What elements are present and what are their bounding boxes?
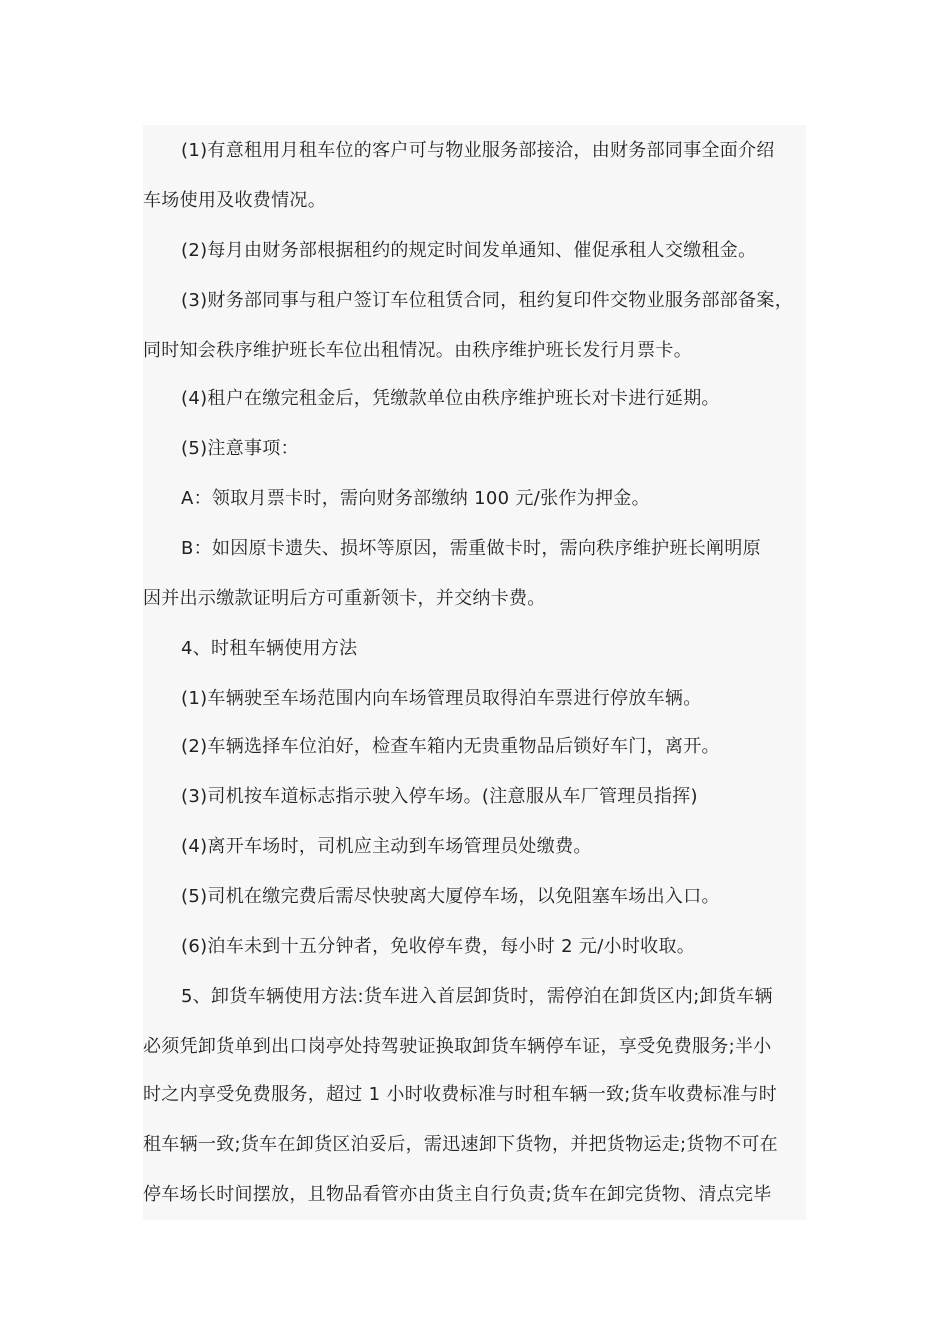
paragraph-line: 车场使用及收费情况。 <box>143 190 326 211</box>
paragraph-line: (6)泊车未到十五分钟者，免收停车费，每小时 2 元/小时收取。 <box>181 936 696 957</box>
paragraph-line: 必须凭卸货单到出口岗亭处持驾驶证换取卸货车辆停车证，享受免费服务;半小 <box>143 1036 772 1057</box>
paragraph-line: B：如因原卡遗失、损坏等原因，需重做卡时，需向秩序维护班长阐明原 <box>181 538 761 559</box>
paragraph-line: (3)财务部同事与租户签订车位租赁合同，租约复印件交物业服务部部备案， <box>181 290 793 311</box>
paragraph-line: 租车辆一致;货车在卸货区泊妥后，需迅速卸下货物，并把货物运走;货物不可在 <box>143 1134 778 1155</box>
paragraph-line: A：领取月票卡时，需向财务部缴纳 100 元/张作为押金。 <box>181 488 650 509</box>
paragraph-line: (5)注意事项： <box>181 438 299 459</box>
paragraph-line: 因并出示缴款证明后方可重新领卡，并交纳卡费。 <box>143 588 546 609</box>
section-heading: 5、卸货车辆使用方法:货车进入首层卸货时，需停泊在卸货区内;卸货车辆 <box>181 986 773 1007</box>
paragraph-line: 停车场长时间摆放，且物品看管亦由货主自行负责;货车在卸完货物、清点完毕 <box>143 1184 772 1205</box>
paragraph-line: (2)车辆选择车位泊好，检查车箱内无贵重物品后锁好车门，离开。 <box>181 736 720 757</box>
paragraph-line: (5)司机在缴完费后需尽快驶离大厦停车场，以免阻塞车场出入口。 <box>181 886 720 907</box>
paragraph-line: (2)每月由财务部根据租约的规定时间发单通知、催促承租人交缴租金。 <box>181 240 757 261</box>
paragraph-line: 时之内享受免费服务，超过 1 小时收费标准与时租车辆一致;货车收费标准与时 <box>143 1084 778 1105</box>
paragraph-line: (4)离开车场时，司机应主动到车场管理员处缴费。 <box>181 836 592 857</box>
paragraph-line: (1)有意租用月租车位的客户可与物业服务部接洽，由财务部同事全面介绍 <box>181 140 775 161</box>
paragraph-line: 同时知会秩序维护班长车位出租情况。由秩序维护班长发行月票卡。 <box>143 340 692 361</box>
paragraph-line: (1)车辆驶至车场范围内向车场管理员取得泊车票进行停放车辆。 <box>181 688 702 709</box>
section-heading: 4、时租车辆使用方法 <box>181 638 358 659</box>
paragraph-line: (3)司机按车道标志指示驶入停车场。(注意服从车厂管理员指挥) <box>181 786 698 807</box>
paragraph-line: (4)租户在缴完租金后，凭缴款单位由秩序维护班长对卡进行延期。 <box>181 388 720 409</box>
